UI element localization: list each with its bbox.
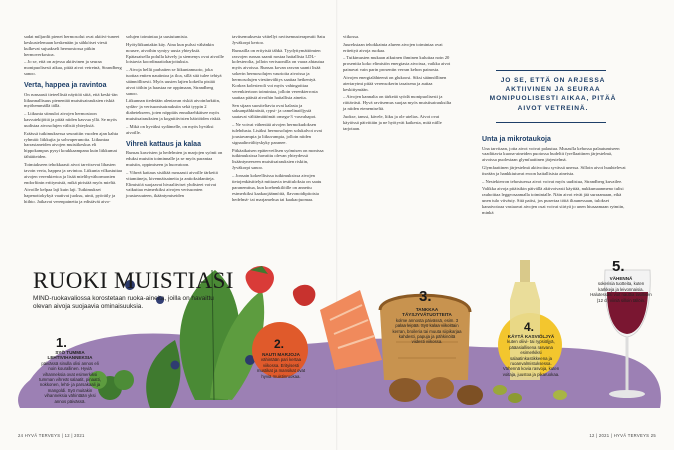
item-title: NAUTI MARJOJA [262, 352, 300, 357]
text-column-5 [482, 131, 628, 218]
paragraph: – Ne voivat vähentää aivojen hermokudoksen tulehdusta. Lisäksi hermosolujen solukalvot ovat joustavampia ja liikuvampia, jolloin niiden signaalinvälityskyky paranee. [232, 122, 322, 145]
paragraph: Runsailla on erityisiä tähkä. Tyydyttymättömien rasvojen runsas saanti nostaa haitallista LDL-kolesterolia, jolloin verisuonilla on vaara ahtautua myös aivoissa. Runsas kovan rasvan saanti lisää sokerin hermosolujen vaurioita aivoissa ja hermosolujen viestinvälitys saattaa heikentyä. Korkea kolesteroli voi myös vahingoittaa verenkiertoon toimintaa, jolloin verenkierrosta saattaa päästä aivoihin haitallisia aineita. [232, 47, 325, 100]
item-number: 2. [274, 337, 285, 351]
item-title: TANKKAA TÄYSJYVÄTUOTTEITA [402, 307, 452, 318]
paragraph: – Mikä on hyväksi sydämelle, on myös hyväksi aivoille. [126, 123, 214, 135]
item-title: SYÖ TUMMIA LEHTIVIHANNEKSIA [47, 350, 93, 361]
subheading: Unta ja mikrotaukoja [482, 136, 551, 143]
paragraph: – Tutkimusten mukaan aikuinen ihminen kuluttaa noin 20 prosenttia koko elimistön energiasta aivoissa, vaikka aivot painavat vain parin prosentin verran kehon painosta. [343, 55, 451, 73]
folio-left: 24 HYVÄ TERVEYS | 12 | 2021 [18, 433, 85, 438]
pull-quote: JO SE, ETTÄ ON ARJESSA AKTIIVINEN JA SEURAA MONIPUOLISESTI AIKAA, PITÄÄ AIVOT VETREINÄ. [489, 77, 617, 112]
paragraph: Liikunnan tiedetään alentavan riskiä aivoinfarktiin, sydän- ja verisuonisairauksiin sekä tyypin 2 diabetekseen, joten nöppiäis ennaltaehkäisee myös muistisairauksien ja kognitiivisten häiriöiden riskiä. [126, 98, 222, 122]
subheading: Vihreä kattaus ja kalaa [126, 140, 201, 148]
paragraph: – Jonsain kokeellisissa tutkimuksissa aivojen tietojenkäsittelyä mittaavia testituloksia on saatu paranemttua, kun koehenkilöille on annettu esimerkiksi kaakaojäännöitä, flavonoidipitoisia hedelmä- tai marjamehua tai kaakaojuomaa. [232, 172, 322, 202]
paragraph: Sen sijaan suositeltavia ovat kalasta ja saksanpähkinästä, rypsi- ja camelinaöljystä saatavat välttämättömät omega-3 -rasvahapot. [232, 102, 317, 120]
item-text: kolme annosta päivässä, esim. 3 palaa leipää. Syö kalaa viikoittain kerran, broileria tai muuta siipikarjaa kahdesti, papuja ja pähkinöitä viidesti viikossa. [392, 317, 462, 345]
paragraph: – Aivoja hellii parhaiten se liikuntamuoto, joka tuottaa eniten nautintoa ja iloa, sillä sitä tulee tehtyä säännöllisesti. Myös uusien lajien kokeilu pistää aivot töihin ja haastaa ne oppimaan, Strandberg sanoo. [126, 67, 222, 96]
paragraph: – Aivojen kannalta on tärkeää syödä monipuolisesti ja riittävästi. Hyvä ravitsemus suojaa myös muistisairauksilta ja niiden etenemiseltä. [343, 94, 452, 112]
paragraph: – Jo se, että on arjessa aktiivinen ja seuraa monipuolisesti aikaa, pitää aivot vetreinä, Strandberg sanoo. [24, 59, 122, 77]
paragraph: Eräässä tutkimuksessa seurattiin vuoden ajan kahta ryhmää: liikkujia ja sohvaperunoita. Liikuntaa harrastaneiden aivojen muistikeskus eli hippokampus pysyi koukkaampana kuin liikkumat tähtäiteiden. [24, 130, 119, 160]
subheading: Verta, happea ja ravintoa [24, 82, 107, 90]
paragraph: Runsas kasvisten ja hedelmien ja marjojen syönti on eduksi muistin toiminnalle ja se myös parantaa muistin, oppimiseen ja huovatoon. [126, 150, 223, 167]
paragraph: Juureksiaan tehokkainta alueen aivojen toimintaa ovat eritettyä aivoja ruokaa. [343, 41, 443, 53]
feature-item-5 [590, 276, 652, 303]
paragraph: On runsaasti tieteellistä näyttöä siitä, että keski-iän liikunnallisuus pienentää muistisairauksien riskiä myöhemmällä iällä. [24, 91, 118, 109]
feature-title: RUOKI MUISTIASI [33, 268, 234, 293]
paragraph: Hyötyliikuntakin käy. Aina kun pulssi vähänkin nousee, aivoihin syntyy uusia yhteyksiä. Epätasaisella polulla kävely ja siemenys ovat aivoille loistavia koordinaatioharjoituksia. [126, 41, 224, 65]
item-title: VÄHENNÄ [609, 276, 633, 281]
feature-item-1 [38, 350, 102, 404]
feature-intro: MIND-ruokavaliossa korostetaan ruoka-aineita, joilla on havaittu olevan aivoja suojaavia ominaisuuksia. [33, 295, 214, 310]
paragraph: solujen toimintaa ja uusiutumista. [126, 34, 189, 39]
paragraph: viikossa. [343, 34, 360, 39]
paragraph: – Nestekierron tehostuessa aivot voivat myös uudistua, Strandberg kuvailee. [482, 178, 623, 184]
paragraph: – Vihreä kattaus sisältää runsaasti aivoille tärkeitä vitamiineja, kivennäisaineita ja antioksidantteja. Elimistöä suojaavat hivaalitviset yhdisteet voivat vaikuttaa esimerkiksi aivojen verisuonten joustavuuteen, ikääntymiseiden [126, 169, 218, 199]
paragraph: Aivojen energialähteenä on glukoosi. Siksi säännöllinen ateriarytmi pitää verensokerin tasaisena ja auttaa keskittymään. [343, 74, 447, 92]
text-column-2 [126, 34, 224, 201]
paragraph: sadat miljardit pienet hermosolut ovat aktiivi-tuneet keskustelemaan keskenään ja sähköiset viesti kulkevat sujuakseli hermostossa pitkin hermoverkostoa. [24, 34, 120, 57]
item-number: 1. [56, 335, 67, 350]
paragraph: Toimiakseen tehokkaasti aivot tarvitsevat lihasten tavoin verta, happea ja ravintoa. Liikunta vilkastuttaa aivojen verenkiertoa ja lisää mielihyvähormonien endorfiinin erittymistä, mikä piristää myös mieltä. [24, 162, 122, 185]
item-number: 5. [612, 258, 625, 275]
paragraph: – Liikunta stimuloi aivojen hermostoon kasvutekijöitä ja pitää niiden kasvua yllä. Se myös uudistaa aivosolujen välisiä yhteyksiä. [24, 111, 117, 128]
item-text: sokerisia tuotteita, kuten karkkeja ja leivonnaisia. Halutessasi voit nauttia lasillisen (12 cl) viiniä silloin tällöin. [590, 281, 652, 303]
item-text: päivässä sinulla olisi annos eli noin kourallinen. Hyviä vihanneksia ovat esimerkiksi tumman vihreät salaatit, pinaatti, nokkonen, lehti- ja parsakaali ja mangoldi. Syö muitakin vihanneksia vähintään yksi annos päivässä. [39, 360, 101, 404]
feature-item-4 [502, 334, 560, 377]
text-column-3 [232, 34, 326, 204]
pullquote-rule-top [496, 70, 606, 71]
paragraph: tavitsemuksesta väitellyt ravitsemusterapeutti Satu Jyväkorpi kertoo. [232, 34, 326, 45]
folio-right: 12 | 2021 | HYVÄ TERVEYS 25 [589, 433, 656, 438]
paragraph: Glymfaattinen järjestelmä aktivoituu syvässä unessa. Silloin aivot huuhtelevat itseään ja hankkiutuvat eroon haitallisista aineista. [482, 165, 626, 176]
item-title: KÄYTÄ KASVIÖLJYÄ [507, 334, 555, 339]
item-text: kuten oliivi- tai rypsiöljyä, pääasiallisena rasvana esimerkiksi salaatinkastikkeena ja ruoanvalmistuksessa. Vähennä kovia rasvoja, kuten voitaja, juustoa ja pikaruokaa. [502, 339, 560, 377]
paragraph: Pitkäaikaisen epätervetlisen syömisen on monissa tutkimuksissa havaittu olevan yhteydessä lisääntyneeseen muistisairauksien riskiin, Jyväkorpi sanoo. [232, 147, 324, 171]
pullquote-rule-bottom [496, 122, 606, 123]
text-column-1 [24, 34, 122, 207]
item-text: vähintään pari kertaa viikossa. Erityisesti mustikat ja mansikat ovat hyviä muistinruokaa. [256, 357, 306, 379]
item-number: 4. [524, 320, 535, 334]
paragraph: Juokse, tanssi, kävele, liiku ja ole utelias. Aivot ovat käytössä päivittäin ja ne hyötyvät kaikesta, mitä niille tarjotaan. [343, 113, 442, 131]
feature-item-3 [392, 307, 462, 345]
paragraph: Valikka aivoja pitäisikin päivällä aktivoivasti käyttää, nukkumaanmeno tulisi rauhoittaa leggeosaamalla toimintalle. Näin aivot eivät jää surraamaan, eikä unen tulo viivästy. Sitä paitsi, jos pusertaa töitä iltaunessaan, tulokset kanaivotoaa vastaavat aivojen osat voivat siirtyä jo unen hiusaamaan rytmiin, minkä [482, 186, 625, 215]
text-column-4 [343, 34, 455, 133]
paragraph: Aivoille kelpaa lají kuin laji. Tutkimukset hapenottokykyä vaativat juoksu, uinti, pyöräily ja hiihto. Jaikavat verenpainetta ja edistävät aivo- [24, 187, 116, 205]
paragraph: Una tarvitaan, jotta aivot voivat palautua. Musasfla kehossa palautumiseen vaadittavia kuona-aineiden puotossa budeltit fyrellaattinen järjestelmä, aivoissa puolestaan glymfaattinen järjestelmä. [482, 145, 620, 163]
feature-item-2 [256, 352, 306, 379]
item-number: 3. [419, 288, 432, 305]
